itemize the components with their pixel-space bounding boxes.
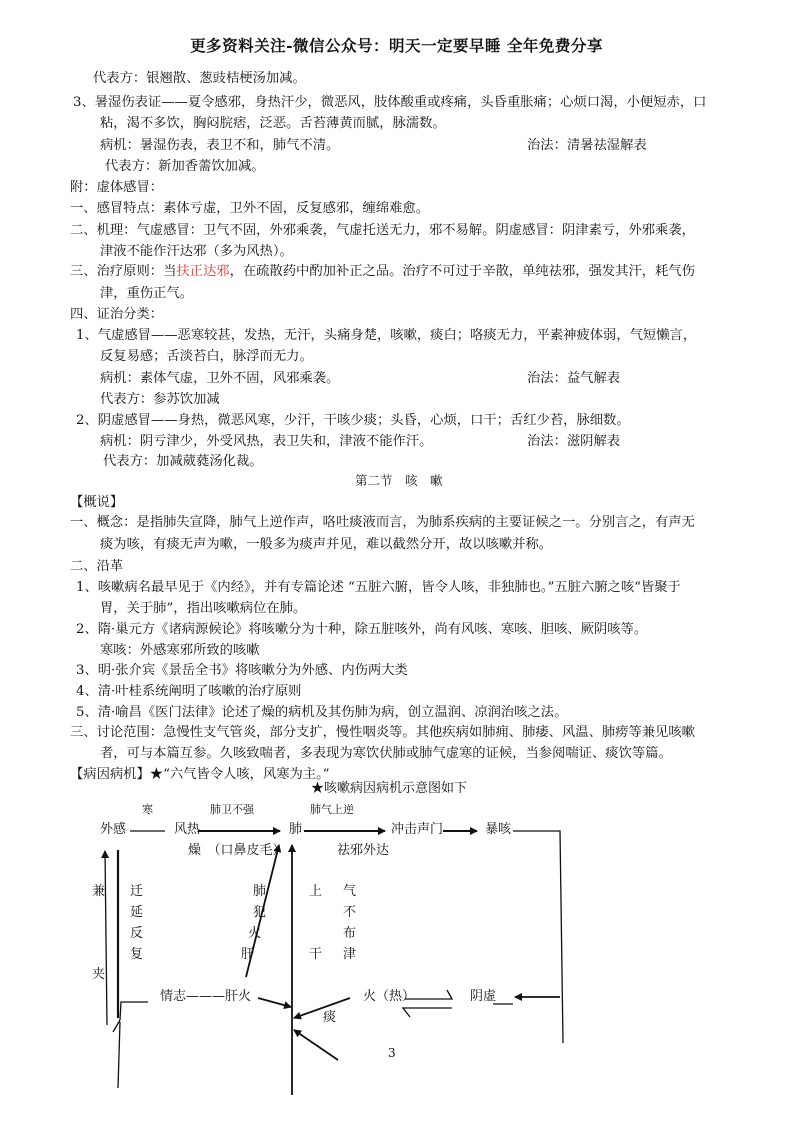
text-line: 4、清·叶桂系统阐明了咳嗽的治疗原则 [76, 684, 302, 699]
diagram-node-qingzhi: 情志———肝火 [160, 989, 252, 1004]
diagram-title: ★咳嗽病因病机示意图如下 [311, 781, 468, 796]
diagram-node-shengmen: 冲击声门 [391, 822, 444, 837]
diagram-node-waigan: 外感 [100, 822, 127, 837]
diagram-label: 肺 [253, 884, 267, 899]
text-line: 代表方：新加香薷饮加减。 [105, 159, 265, 174]
diagram-label: 复 [130, 947, 144, 962]
text-line: 二、沿革 [70, 559, 124, 574]
diagram-label: 不 [343, 905, 357, 920]
page-number: 3 [388, 1046, 396, 1060]
arrow-lower-to-main [294, 1030, 338, 1060]
text-line: 【概说】 [70, 495, 124, 510]
text-line: 治法：清暑祛湿解表 [527, 138, 647, 153]
lower-left-line [118, 1022, 120, 1088]
arrow-huore-to-main [294, 998, 350, 1018]
text-line: 1、气虚感冒——恶寒较甚，发热，无汗，头痛身楚，咳嗽，痰白；咯痰无力，平素神疲体弱，气短懒言， [76, 328, 697, 343]
text-line: 反复易感；舌淡苔白，脉浮而无力。 [100, 349, 313, 364]
text-line: 2、隋·巢元方《诸病源候论》将咳嗽分为十种，除五脏咳外，尚有风咳、寒咳、胆咳、厥阴咳等。 [76, 622, 648, 637]
text-line: 粘，渴不多饮，胸闷脘痞，泛恶。舌苔薄黄而腻，脉濡数。 [100, 116, 446, 131]
diagram-label: 燥 （口鼻皮毛） [188, 843, 286, 858]
diagram-label: 肺卫不强 [210, 803, 254, 816]
diagram-label: 布 [343, 926, 357, 941]
arrow-ganhuo-to-main [258, 998, 291, 1007]
text-line: 3、暑湿伤表证——夏令感邪，身热汗少，微恶风，肢体酸重或疼痛，头昏重胀痛；心烦口渴，小便短赤，口 [73, 95, 707, 110]
equilibrium-arrow-bottom [403, 1008, 452, 1017]
text-segment: ，在疏散药中酌加补正之品。治疗不可过于辛散，单纯祛邪，强发其汗，耗气伤 [229, 264, 695, 279]
diagram-label: 迁 [130, 884, 144, 899]
text-line: 寒咳：外感寒邪所致的咳嗽 [100, 643, 260, 658]
diagram-node-yinxu: 阴虚 [470, 989, 497, 1004]
text-line: 二、机理：气虚感冒：卫气不固，外邪乘袭，气虚托送无力，邪不易解。阴虚感冒：阴津素亏，外邪乘袭， [70, 223, 695, 238]
diagram-node-huore: 火（热） [363, 989, 416, 1004]
text-segment: 三、治疗原则：当 [70, 264, 177, 279]
section-title: 第二节 咳 嗽 [355, 473, 443, 488]
page-header: 更多资料关注-微信公众号：明天一定要早睡 全年免费分享 [190, 36, 603, 55]
text-line: 津液不能作汗达邪（多为风热）。 [100, 244, 293, 259]
diagram-node-fengre: 风热 [174, 822, 201, 837]
text-line: 病机：暑湿伤表，表卫不和，肺气不清。 [100, 138, 340, 153]
diagram-label: 兼 [92, 884, 106, 899]
text-line: 一、概念：是指肺失宣降，肺气上逆作声，咯吐痰液而言，为肺系疾病的主要证候之一。分别言之，有声无 [70, 515, 695, 530]
diagram-label: 延 [130, 905, 144, 920]
text-line: 者，可与本篇互参。久咳致喘者，多表现为寒饮伏肺或肺气虚寒的证候，当参阅喘证、痰饮等篇。 [100, 746, 672, 761]
diagram-label: 寒 [142, 803, 153, 816]
text-line: 病机：素体气虚，卫外不固，风邪乘袭。 [100, 371, 340, 386]
diagram-node-baoke: 暴咳 [485, 822, 512, 837]
diagram-label: 气 [343, 884, 357, 899]
text-line: 三、讨论范围：急慢性支气管炎，部分支扩，慢性咽炎等。其他疾病如肺痈、肺痿、风温、肺痨等兼见咳嗽 [70, 725, 695, 740]
diagram-node-tan: 痰 [323, 1010, 337, 1025]
text-line: 代表方：银翘散、葱豉桔梗汤加减。 [93, 71, 306, 86]
text-line: 胃，关于肺”，指出咳嗽病位在肺。 [100, 601, 307, 616]
diagram-label: 反 [130, 926, 144, 941]
tick-line [113, 1020, 120, 1032]
text-line: 病机：阴亏津少，外受风热，表卫失和，津液不能作汗。 [100, 434, 433, 449]
text-line: 治法：滋阴解表 [527, 434, 621, 449]
text-line: 津，重伤正气。 [100, 286, 194, 301]
diagram-label: 上 [309, 884, 323, 899]
bracket-line [120, 1002, 148, 1020]
text-line: 代表方：参苏饮加减 [100, 392, 220, 407]
text-line: 2、阴虚感冒——身热，微恶风寒，少汗，干咳少痰；头昏，心烦，口干；舌红少苔，脉细数。 [76, 413, 630, 428]
diagram-label: 犯 [253, 905, 267, 920]
emphasis-text: 扶正达邪 [176, 264, 230, 279]
text-line: 治法：益气解表 [527, 371, 621, 386]
text-line: 附：虚体感冒： [70, 180, 164, 195]
text-line: 3、明·张介宾《景岳全书》将咳嗽分为外感、内伤两大类 [76, 663, 408, 678]
diagram-label: 津 [343, 947, 357, 962]
text-line: 四、证治分类： [70, 307, 164, 322]
diagram-node-fei: 肺 [289, 822, 303, 837]
feedback-line [513, 831, 563, 1043]
text-line: 代表方：加减葳蕤汤化裁。 [103, 454, 263, 469]
text-line: 一、感冒特点：素体亏虚，卫外不固，反复感邪，缠绵难愈。 [70, 201, 430, 216]
text-line: 【病因病机】★“六气皆令人咳，风寒为主。” [70, 767, 330, 782]
diagram-label: 夹 [92, 967, 106, 982]
arrow-up-left [105, 851, 107, 1025]
text-line: 痰为咳，有痰无声为嗽，一般多为痰声并见，难以截然分开，故以咳嗽并称。 [100, 537, 553, 552]
text-line: 5、清·喻昌《医门法律》论述了燥的病机及其伤肺为病，创立温润、凉润治咳之法。 [76, 705, 568, 720]
diagram-label: 干 [309, 947, 323, 962]
text-line: 1、咳嗽病名最早见于《内经》，并有专篇论述 “五脏六腑，皆令人咳，非独肺也。”五脏六腑之咳“皆聚于 [76, 580, 681, 595]
diagram-label: 肺气上逆 [310, 803, 354, 816]
diagram-label: 火 [248, 926, 262, 941]
diagram-label: 肝 [241, 947, 255, 962]
diagram-label: 祛邪外达 [337, 843, 390, 858]
